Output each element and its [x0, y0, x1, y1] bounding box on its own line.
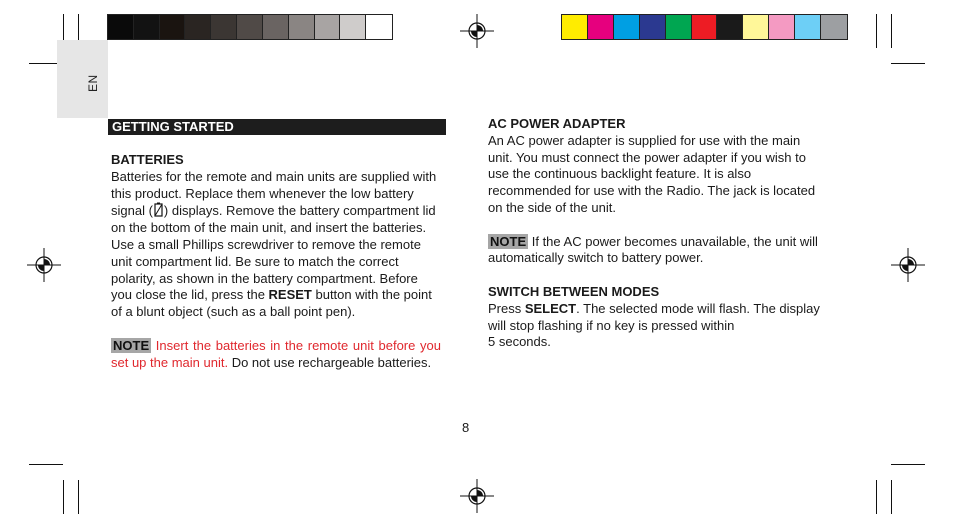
note-text: If the AC power becomes unavailable, the unit will automatically switch to battery power.: [488, 233, 818, 266]
ac-adapter-note: [488, 234, 824, 268]
page-number: 8: [462, 420, 470, 435]
note-warning-text: Insert the batteries in the remote unit before you set up the main unit.: [111, 337, 441, 370]
batteries-text: Batteries for the remote and main units are supplied with this product. Replace them whenever the low battery signal (: [111, 168, 437, 219]
color-swatch: [366, 15, 392, 39]
color-swatch: [588, 15, 614, 39]
color-swatch: [340, 15, 366, 39]
color-swatch: [315, 15, 341, 39]
color-swatch: [160, 15, 186, 39]
switch-modes-paragraph: [488, 301, 824, 351]
batteries-paragraph: [111, 169, 441, 321]
color-swatch: [614, 15, 640, 39]
color-swatch: [717, 15, 743, 39]
color-swatch: [237, 15, 263, 39]
ac-adapter-paragraph: An AC power adapter is supplied for use with the main unit. You must connect the power adapter if you wish to use the continuous backlight feature. It is also recommended for use with the Radio. The jack is located on the side of the unit.: [488, 132, 816, 215]
color-swatch: [108, 15, 134, 39]
right-column: [488, 116, 824, 351]
crop-mark: [78, 480, 79, 514]
color-swatch: [769, 15, 795, 39]
select-label: SELECT: [524, 300, 577, 316]
low-battery-icon: [153, 202, 164, 217]
grayscale-calibration-bar: [107, 14, 393, 40]
switch-modes-heading: SWITCH BETWEEN MODES: [488, 283, 660, 299]
switch-text: . The selected mode will flash. The display will stop flashing if no key is pressed within: [488, 300, 820, 333]
registration-mark-icon: [27, 248, 61, 282]
registration-mark-icon: [891, 248, 925, 282]
section-title: GETTING STARTED: [108, 119, 446, 135]
crop-mark: [63, 480, 64, 514]
color-swatch: [211, 15, 237, 39]
color-swatch: [666, 15, 692, 39]
crop-mark: [29, 464, 63, 465]
crop-mark: [891, 14, 892, 48]
note-badge: NOTE: [113, 337, 150, 353]
color-swatch: [263, 15, 289, 39]
color-swatch: [743, 15, 769, 39]
color-swatch: [562, 15, 588, 39]
note-text: Do not use rechargeable batteries.: [228, 354, 432, 370]
color-calibration-bar: [561, 14, 848, 40]
language-tab: [57, 40, 108, 118]
switch-text: Press: [488, 300, 525, 316]
crop-mark: [891, 480, 892, 514]
batteries-text: ) displays. Remove the battery compartment lid on the bottom of the main unit, and insert the batteries. Use a small Phillips screwdriver to remove the remote unit compartment lid. Be sure to match the correct polarity, as shown in the battery compartment. Before you close the lid, press the: [111, 203, 436, 303]
color-swatch: [795, 15, 821, 39]
left-column: [111, 152, 441, 371]
registration-mark-icon: [460, 14, 494, 48]
color-swatch: [821, 15, 847, 39]
batteries-note: [111, 338, 441, 372]
batteries-heading: BATTERIES: [111, 152, 184, 167]
batteries-text: button with the point of a blunt object (such as a ball point pen).: [111, 287, 432, 320]
color-swatch: [289, 15, 315, 39]
color-swatch: [134, 15, 160, 39]
color-swatch: [692, 15, 718, 39]
crop-mark: [891, 464, 925, 465]
crop-mark: [876, 14, 877, 48]
language-code: EN: [86, 74, 100, 92]
note-badge: NOTE: [490, 233, 527, 249]
crop-mark: [891, 63, 925, 64]
color-swatch: [640, 15, 666, 39]
color-swatch: [185, 15, 211, 39]
crop-mark: [876, 480, 877, 514]
reset-label: RESET: [268, 287, 312, 303]
registration-mark-icon: [460, 479, 494, 513]
ac-adapter-heading: AC POWER ADAPTER: [488, 116, 626, 131]
switch-text: 5 seconds.: [488, 334, 551, 350]
